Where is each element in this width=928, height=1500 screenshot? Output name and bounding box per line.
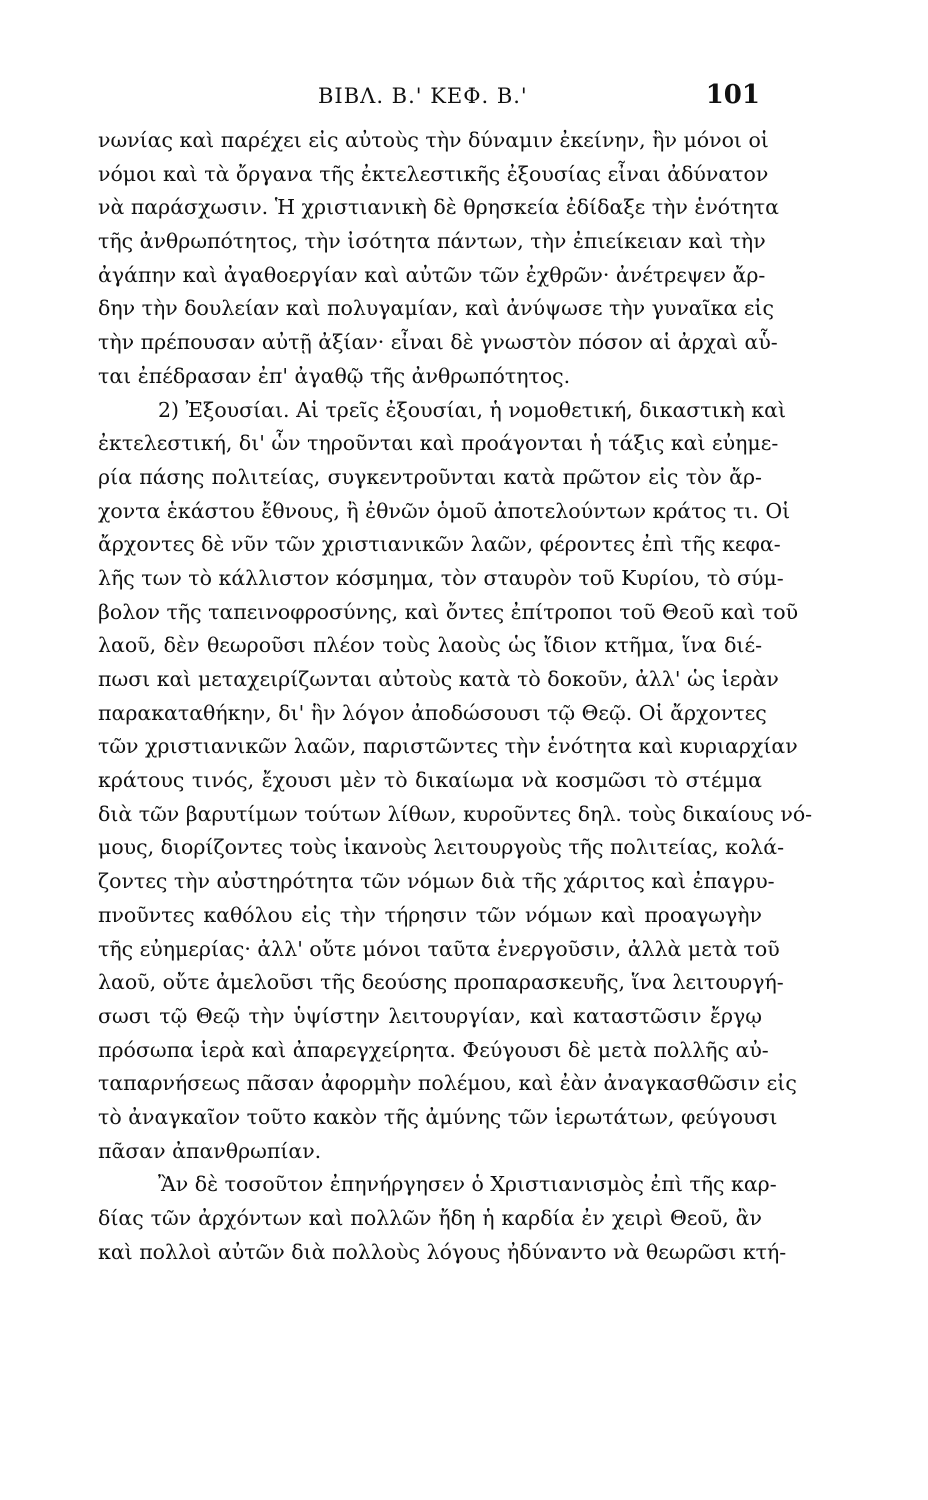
page-number: 101 [705, 80, 760, 110]
text-line: ἀγάπην καὶ ἀγαθοεργίαν καὶ αὐτῶν τῶν ἐχθρῶν· ἀνέτρεψεν ἄρ- [98, 262, 766, 287]
text-line: ἄρχοντες δὲ νῦν τῶν χριστιανικῶν λαῶν, φέροντες ἐπὶ τῆς κεφα- [98, 532, 781, 557]
body-text [98, 124, 813, 1269]
page-header [100, 80, 760, 118]
text-line: διὰ τῶν βαρυτίμων τούτων λίθων, κυροῦντες δηλ. τοὺς δικαίους νό- [98, 801, 813, 826]
text-line: παρακαταθήκην, δι' ἣν λόγον ἀποδώσουσι τῷ Θεῷ. Οἱ ἄρχοντες [98, 700, 767, 725]
text-line: πρόσωπα ἱερὰ καὶ ἀπαρεγχείρητα. Φεύγουσι δὲ μετὰ πολλῆς αὐ- [98, 1037, 769, 1062]
text-line: ζοντες τὴν αὐστηρότητα τῶν νόμων διὰ τῆς χάριτος καὶ ἐπαγρυ- [98, 869, 775, 894]
section-heading-line: 2) Ἐξουσίαι. Αἱ τρεῖς ἐξουσίαι, ἡ νομοθετική, δικαστικὴ καὶ [158, 397, 786, 422]
text-line: ταπαρνήσεως πᾶσαν ἀφορμὴν πολέμου, καὶ ἐὰν ἀναγκασθῶσιν εἰς [98, 1071, 797, 1096]
text-line: σωσι τῷ Θεῷ τὴν ὑψίστην λειτουργίαν, καὶ καταστῶσιν ἔργῳ [98, 1003, 762, 1028]
paragraph-start-line: Ἂν δὲ τοσοῦτον ἐπηνήργησεν ὁ Χριστιανισμὸς ἐπὶ τῆς καρ- [158, 1172, 777, 1197]
text-line: λαοῦ, οὔτε ἀμελοῦσι τῆς δεούσης προπαρασκευῆς, ἵνα λειτουργή- [98, 970, 784, 995]
text-line: κράτους τινός, ἔχουσι μὲν τὸ δικαίωμα νὰ κοσμῶσι τὸ στέμμα [98, 768, 762, 793]
text-line: δην τὴν δουλείαν καὶ πολυγαμίαν, καὶ ἀνύψωσε τὴν γυναῖκα εἰς [98, 296, 774, 321]
text-line: χοντα ἑκάστου ἔθνους, ἢ ἐθνῶν ὁμοῦ ἀποτελούντων κράτος τι. Οἱ [98, 498, 791, 523]
text-line: νωνίας καὶ παρέχει εἰς αὐτοὺς τὴν δύναμιν ἐκείνην, ἣν μόνοι οἱ [98, 128, 769, 152]
text-line: βολον τῆς ταπεινοφροσύνης, καὶ ὄντες ἐπίτροποι τοῦ Θεοῦ καὶ τοῦ [98, 599, 799, 624]
text-line: τῆς ἀνθρωπότητος, τὴν ἰσότητα πάντων, τὴν ἐπιείκειαν καὶ τὴν [98, 229, 766, 254]
text-line: τὸ ἀναγκαῖον τοῦτο κακὸν τῆς ἀμύνης τῶν ἱερωτάτων, φεύγουσι [98, 1104, 778, 1129]
text-line: πνοῦντες καθόλου εἰς τὴν τήρησιν τῶν νόμων καὶ προαγωγὴν [98, 902, 762, 927]
text-line: ἐκτελεστική, δι' ὧν τηροῦνται καὶ προάγονται ἡ τάξις καὶ εὐημε- [98, 431, 779, 456]
text-line: μους, διορίζοντες τοὺς ἱκανοὺς λειτουργοὺς τῆς πολιτείας, κολά- [98, 835, 785, 860]
text-line: τῆς εὐημερίας· ἀλλ' οὔτε μόνοι ταῦτα ἐνεργοῦσιν, ἀλλὰ μετὰ τοῦ [98, 936, 780, 961]
text-line: λαοῦ, δὲν θεωροῦσι πλέον τοὺς λαοὺς ὡς ἴδιον κτῆμα, ἵνα διέ- [98, 633, 762, 658]
text-line: πᾶσαν ἀπανθρωπίαν. [98, 1138, 322, 1163]
text-line: ρία πάσης πολιτείας, συγκεντροῦνται κατὰ πρῶτον εἰς τὸν ἄρ- [98, 464, 762, 489]
text-line: τὴν πρέπουσαν αὐτῇ ἀξίαν· εἶναι δὲ γνωστὸν πόσον αἱ ἀρχαὶ αὗ- [98, 330, 778, 355]
text-line: τῶν χριστιανικῶν λαῶν, παριστῶντες τὴν ἑνότητα καὶ κυριαρχίαν [98, 734, 798, 759]
text-line: νὰ παράσχωσιν. Ἡ χριστιανικὴ δὲ θρησκεία ἐδίδαξε τὴν ἑνότητα [98, 195, 779, 220]
text-line: λῆς των τὸ κάλλιστον κόσμημα, τὸν σταυρὸν τοῦ Κυρίου, τὸ σύμ- [98, 565, 784, 590]
running-title: ΒΙΒΛ. Β.' ΚΕΦ. Β.' [318, 84, 528, 108]
text-line: ται ἐπέδρασαν ἐπ' ἀγαθῷ τῆς ἀνθρωπότητος. [98, 363, 571, 388]
text-line: πωσι καὶ μεταχειρίζωνται αὐτοὺς κατὰ τὸ δοκοῦν, ἀλλ' ὡς ἱερὰν [98, 667, 779, 691]
text-line: καὶ πολλοὶ αὐτῶν διὰ πολλοὺς λόγους ἠδύναντο νὰ θεωρῶσι κτή- [98, 1239, 787, 1264]
text-line: νόμοι καὶ τὰ ὄργανα τῆς ἐκτελεστικῆς ἐξουσίας εἶναι ἀδύνατον [98, 161, 769, 186]
text-line: δίας τῶν ἀρχόντων καὶ πολλῶν ἤδη ἡ καρδία ἐν χειρὶ Θεοῦ, ἂν [98, 1206, 762, 1230]
